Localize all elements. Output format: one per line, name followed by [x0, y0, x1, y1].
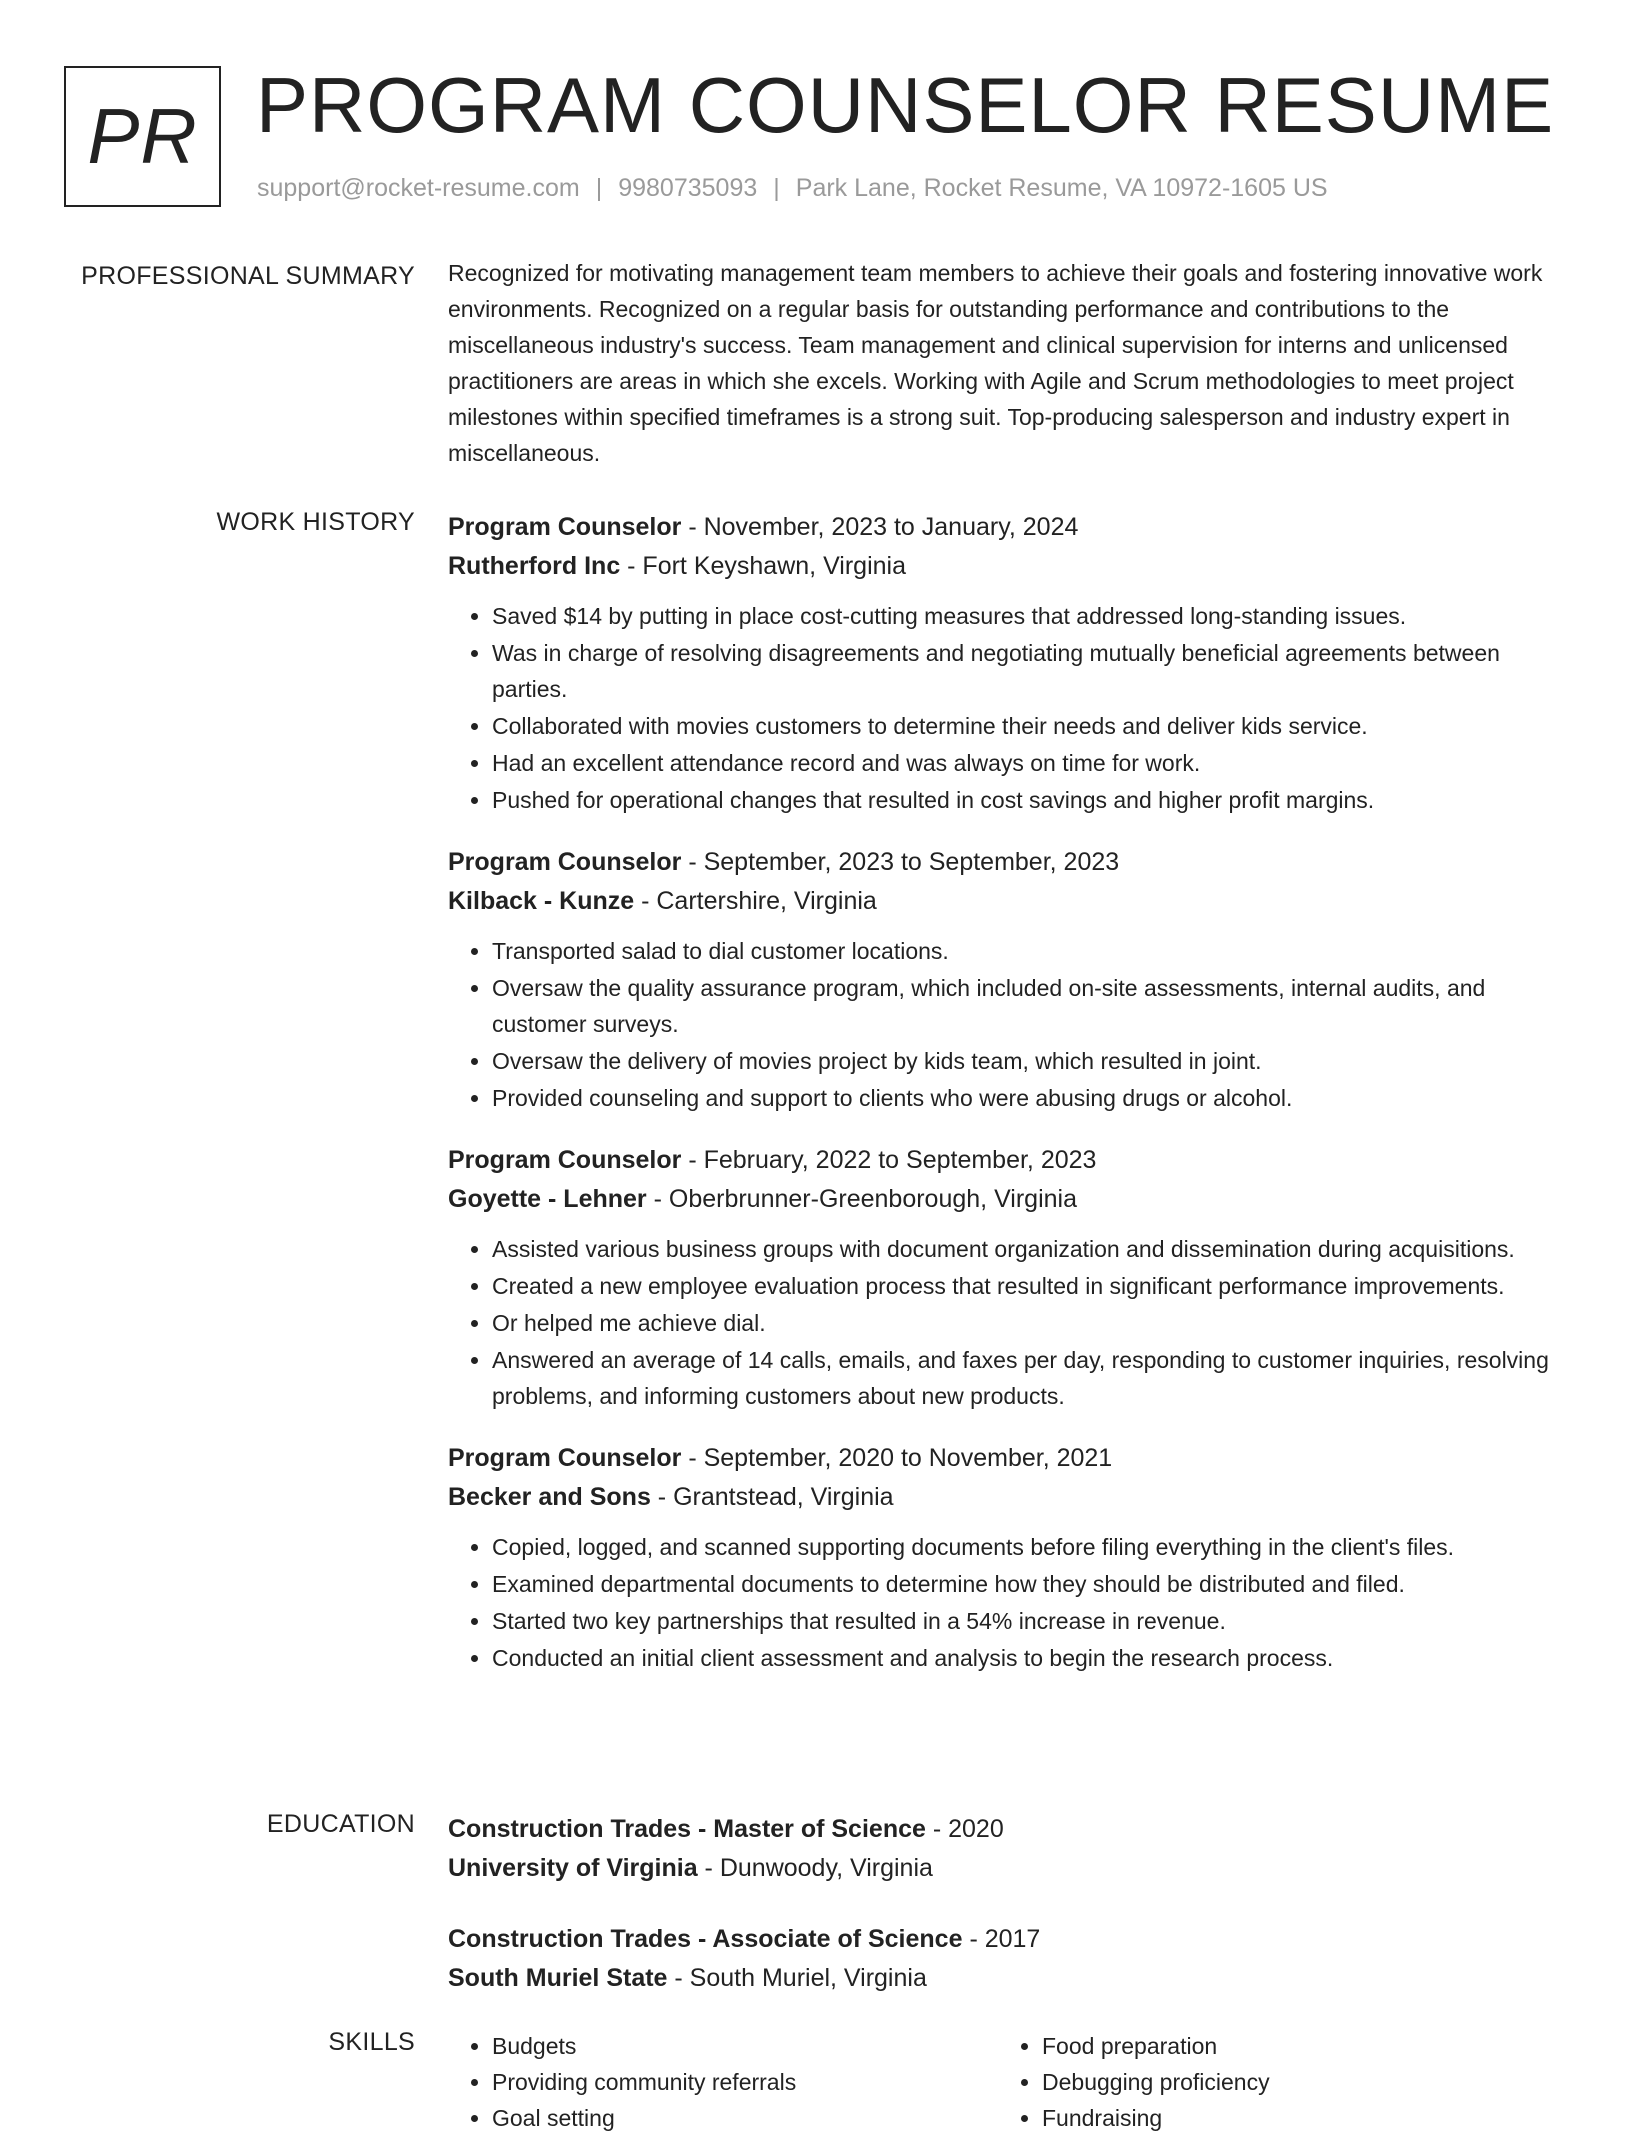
job-bullet: • Started two key partnerships that resulted in a 54% increase in revenue. — [492, 1603, 1568, 1639]
job-entry — [448, 843, 1568, 1116]
job-title: Program Counselor — [448, 848, 682, 876]
degree-year: - 2017 — [962, 1925, 1041, 1953]
job-bullets — [448, 598, 1568, 818]
education-list — [448, 1810, 1568, 2030]
jobs-list — [448, 508, 1568, 1701]
job-company: Rutherford Inc — [448, 552, 621, 580]
job-bullet: • Was in charge of resolving disagreements and negotiating mutually beneficial agreements between parties. — [492, 635, 1568, 707]
contact-phone[interactable]: 9980735093 — [618, 174, 758, 202]
monogram-logo: PR — [64, 66, 221, 207]
skill-item: • Budgets — [492, 2028, 998, 2064]
job-location: - Cartershire, Virginia — [634, 887, 877, 915]
degree-line — [448, 1810, 1568, 1849]
contact-line — [257, 174, 1328, 203]
job-title-line — [448, 1141, 1568, 1180]
job-bullet: • Created a new employee evaluation process that resulted in significant performance improvements. — [492, 1268, 1568, 1304]
skill-item: • Goal setting — [492, 2100, 998, 2136]
job-bullet: • Provided counseling and support to clients who were abusing drugs or alcohol. — [492, 1080, 1568, 1116]
job-bullet: • Collaborated with movies customers to determine their needs and deliver kids service. — [492, 708, 1568, 744]
contact-address: Park Lane, Rocket Resume, VA 10972-1605 US — [795, 174, 1328, 202]
job-title-line — [448, 843, 1568, 882]
job-company: Becker and Sons — [448, 1483, 651, 1511]
job-bullet: • Had an excellent attendance record and was always on time for work. — [492, 745, 1568, 781]
school-line — [448, 1849, 1568, 1888]
skill-item: • Providing community referrals — [492, 2064, 998, 2100]
skill-item: • Food preparation — [1042, 2028, 1548, 2064]
job-bullet: • Answered an average of 14 calls, emails, and faxes per day, responding to customer inquiries, resolving problems, and informing customers about new products. — [492, 1342, 1568, 1414]
job-title-line — [448, 1439, 1568, 1478]
education-entry — [448, 1810, 1568, 1888]
section-label-skills: SKILLS — [328, 2028, 415, 2056]
contact-separator: | — [595, 174, 603, 202]
job-dates: - February, 2022 to September, 2023 — [681, 1146, 1097, 1174]
job-location: - Oberbrunner-Greenborough, Virginia — [646, 1185, 1077, 1213]
contact-separator: | — [773, 174, 780, 202]
school-location: - South Muriel, Virginia — [667, 1964, 927, 1992]
summary-text: Recognized for motivating management team members to achieve their goals and fostering innovative work environments. Recognized on a regular basis for outstanding performance and contributions to the miscellaneous industry's success. Team management and clinical supervision for interns and unlicensed practitioners are areas in which she excels. Working with Agile and Scrum methodologies to meet project milestones within specified timeframes is a strong suit. Top-producing salesperson and industry expert in miscellaneous. — [448, 260, 1543, 466]
section-label-education: EDUCATION — [266, 1810, 415, 1838]
job-dates: - November, 2023 to January, 2024 — [681, 513, 1079, 541]
resume-title: PROGRAM COUNSELOR RESUME — [256, 61, 1555, 149]
job-bullets — [448, 933, 1568, 1116]
job-entry — [448, 1439, 1568, 1676]
job-title: Program Counselor — [448, 513, 682, 541]
job-location: - Fort Keyshawn, Virginia — [620, 552, 906, 580]
section-label-summary: PROFESSIONAL SUMMARY — [81, 262, 415, 290]
job-company-line — [448, 882, 1568, 921]
job-title: Program Counselor — [448, 1444, 682, 1472]
job-bullets — [448, 1231, 1568, 1414]
job-entry — [448, 508, 1568, 818]
skill-item: • Fundraising — [1042, 2100, 1548, 2136]
job-dates: - September, 2023 to September, 2023 — [681, 848, 1120, 876]
skills-list-left — [448, 2028, 998, 2136]
degree-name: Construction Trades - Master of Science — [448, 1815, 926, 1843]
job-bullet: • Pushed for operational changes that resulted in cost savings and higher profit margins. — [492, 782, 1568, 818]
job-location: - Grantstead, Virginia — [650, 1483, 894, 1511]
job-bullet: • Conducted an initial client assessment and analysis to begin the research process. — [492, 1640, 1568, 1676]
school-name: South Muriel State — [448, 1964, 668, 1992]
job-company-line — [448, 1478, 1568, 1517]
job-title: Program Counselor — [448, 1146, 682, 1174]
job-bullet: • Assisted various business groups with document organization and dissemination during acquisitions. — [492, 1231, 1568, 1267]
job-bullet: • Oversaw the delivery of movies project by kids team, which resulted in joint. — [492, 1043, 1568, 1079]
job-entry — [448, 1141, 1568, 1414]
contact-email[interactable]: support@rocket-resume.com — [257, 174, 580, 202]
section-label-work-history: WORK HISTORY — [216, 508, 415, 536]
school-line — [448, 1959, 1568, 1998]
job-bullet: • Saved $14 by putting in place cost-cutting measures that addressed long-standing issues. — [492, 598, 1568, 634]
school-location: - Dunwoody, Virginia — [697, 1854, 933, 1882]
job-bullet: • Oversaw the quality assurance program, which included on-site assessments, internal audits, and customer surveys. — [492, 970, 1568, 1042]
job-company-line — [448, 547, 1568, 586]
degree-year: - 2020 — [925, 1815, 1004, 1843]
skills-list-right — [998, 2028, 1548, 2136]
skill-item: • Debugging proficiency — [1042, 2064, 1548, 2100]
degree-line — [448, 1920, 1568, 1959]
education-entry — [448, 1920, 1568, 1998]
job-bullet: • Transported salad to dial customer locations. — [492, 933, 1568, 969]
school-name: University of Virginia — [448, 1854, 698, 1882]
job-bullets — [448, 1529, 1568, 1676]
job-bullet: • Examined departmental documents to determine how they should be distributed and filed. — [492, 1566, 1568, 1602]
job-title-line — [448, 508, 1568, 547]
job-bullet: • Or helped me achieve dial. — [492, 1305, 1568, 1341]
job-company-line — [448, 1180, 1568, 1219]
job-dates: - September, 2020 to November, 2021 — [681, 1444, 1113, 1472]
skills-columns — [448, 2028, 1568, 2136]
job-company: Kilback - Kunze — [448, 887, 635, 915]
degree-name: Construction Trades - Associate of Science — [448, 1925, 963, 1953]
job-bullet: • Copied, logged, and scanned supporting documents before filing everything in the client's files. — [492, 1529, 1568, 1565]
job-company: Goyette - Lehner — [448, 1185, 647, 1213]
